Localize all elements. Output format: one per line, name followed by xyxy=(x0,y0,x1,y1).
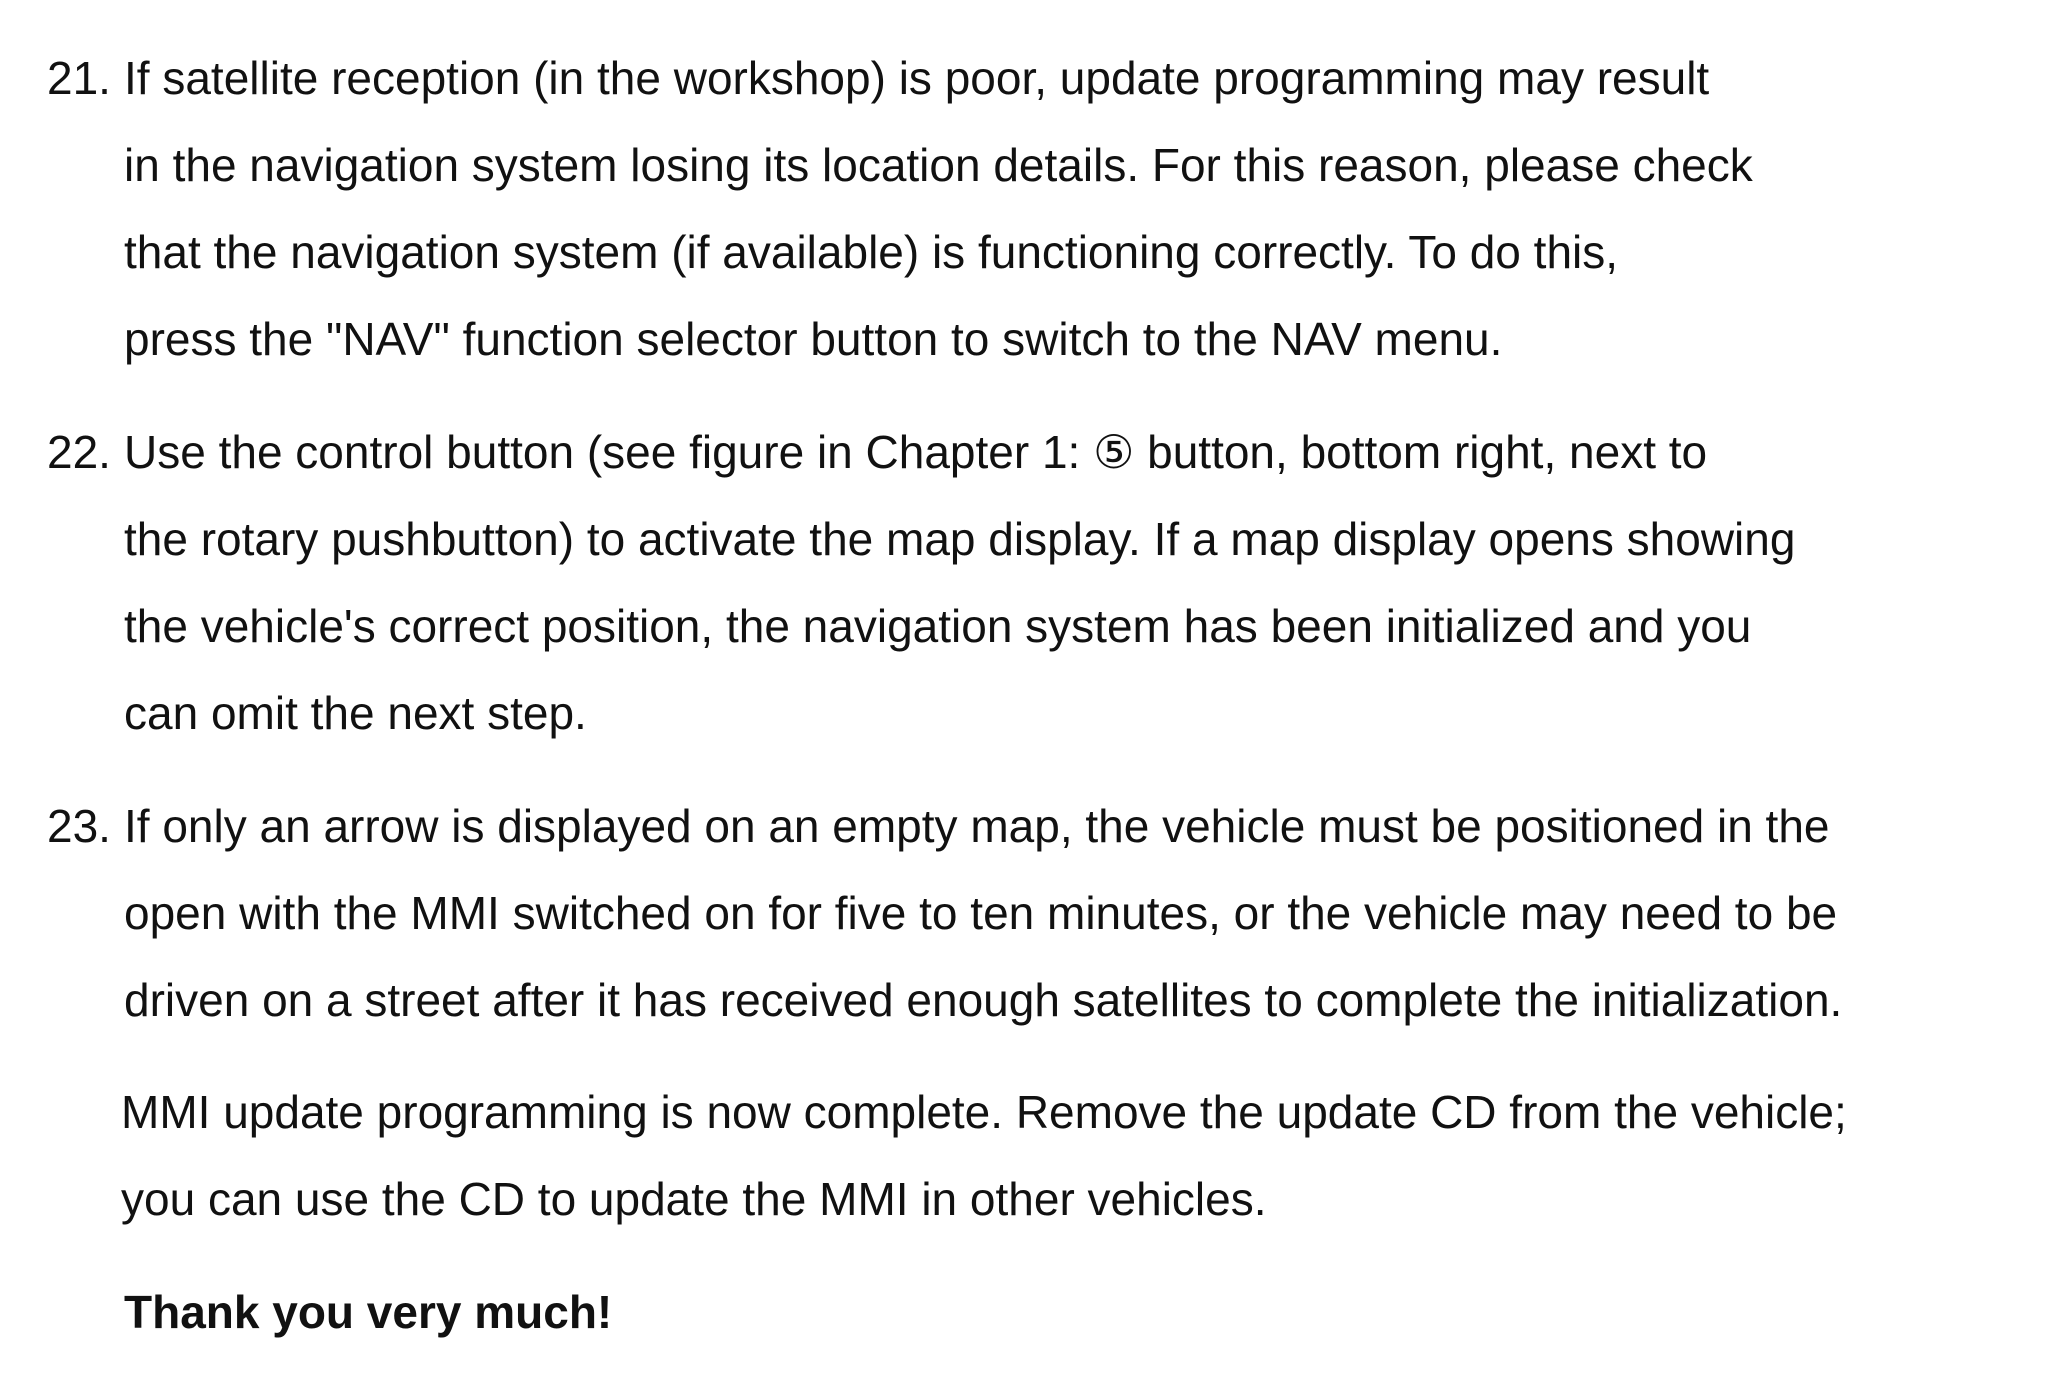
step-text-line: Use the control button (see figure in Chapter 1: ⑤ button, bottom right, next to xyxy=(124,426,1708,478)
step-text-line: open with the MMI switched on for five to ten minutes, or the vehicle may need to be xyxy=(124,887,1838,939)
closing-text-line: you can use the CD to update the MMI in other vehicles. xyxy=(121,1173,1267,1225)
step-text-line: can omit the next step. xyxy=(124,687,587,739)
step-text-line: in the navigation system losing its location details. For this reason, please check xyxy=(124,139,1753,191)
step-text-line: If only an arrow is displayed on an empty map, the vehicle must be positioned in the xyxy=(124,800,1830,852)
step-text-line: If satellite reception (in the workshop) is poor, update programming may result xyxy=(124,52,1710,104)
step-text-line: the vehicle's correct position, the navigation system has been initialized and you xyxy=(124,600,1752,652)
step-text-line: that the navigation system (if available) is functioning correctly. To do this, xyxy=(124,226,1619,278)
step-number: 21. xyxy=(47,52,111,104)
thank-you-note: Thank you very much! xyxy=(124,1286,613,1338)
step-text-line: press the "NAV" function selector button to switch to the NAV menu. xyxy=(124,313,1503,365)
closing-text-line: MMI update programming is now complete. Remove the update CD from the vehicle; xyxy=(121,1086,1847,1138)
step-text-line: driven on a street after it has received enough satellites to complete the initialization. xyxy=(124,974,1843,1026)
step-number: 22. xyxy=(47,426,111,478)
step-number: 23. xyxy=(47,800,111,852)
step-text-line: the rotary pushbutton) to activate the map display. If a map display opens showing xyxy=(124,513,1796,565)
